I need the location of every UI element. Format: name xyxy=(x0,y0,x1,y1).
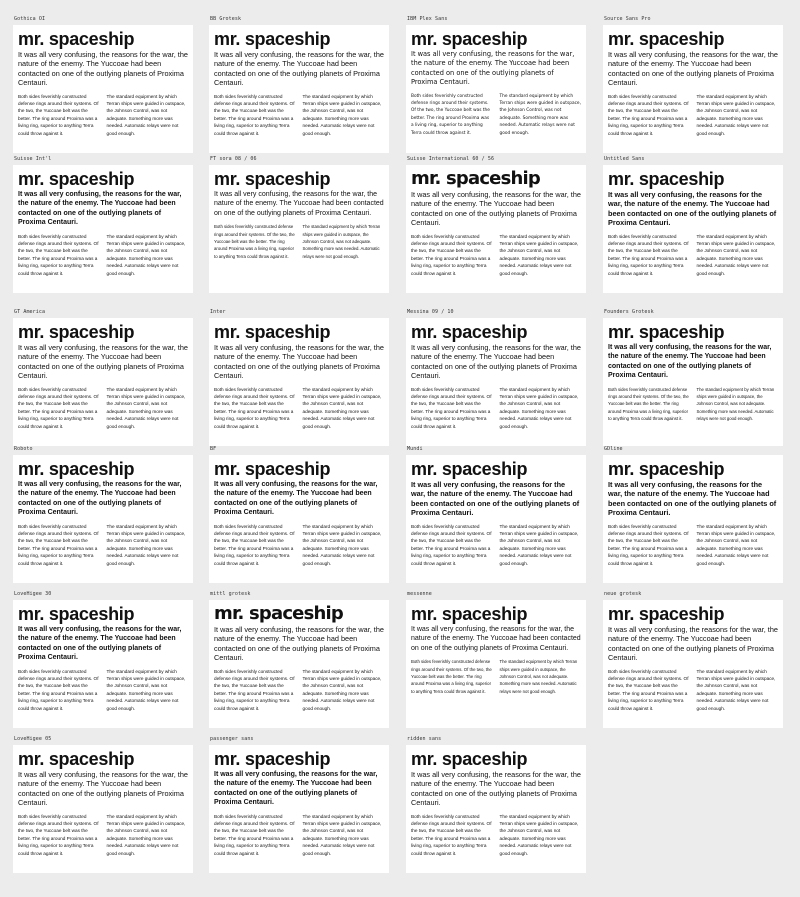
specimen-cell xyxy=(13,446,193,584)
specimen-column-left: Both sides feverishly constructed defense rings around their systems. Of the two, the Yuccoae belt was the better. The ring around Proxima was a living ring, superior to anything Terra could throw against it. xyxy=(18,233,99,276)
font-name-label: Gothica OI xyxy=(14,16,46,22)
specimen-title: mr. spaceship xyxy=(608,459,725,479)
specimen-card xyxy=(209,745,389,873)
specimen-column-left: Both sides feverishly constructed defense rings around their systems. Of the two, the Yuccoae belt was the better. The ring around Proxima was a living ring, superior to anything Terra could throw against it. xyxy=(608,386,689,422)
specimen-title: mr. spaceship xyxy=(608,29,725,49)
specimen-lead: It was all very confusing, the reasons for the war, the nature of the enemy. The Yuccoae had been contacted on one of the outlying planets of Proxima Centauri. xyxy=(18,343,188,381)
specimen-column-left: Both sides feverishly constructed defense rings around their systems. Of the two, the Yuccoae belt was the better. The ring around Proxima was a living ring, superior to anything Terra could throw against it. xyxy=(608,233,689,276)
font-name-label: Roboto xyxy=(14,446,33,452)
specimen-card xyxy=(209,25,389,153)
font-name-label: LoveHigee 05 xyxy=(14,736,52,742)
specimen-column-right: The standard equipment by which Terran ships were guided in outspace, the Johnson Control, was not adequate. Something more was needed. Automatic relays were not good enough. xyxy=(696,233,776,276)
specimen-title: mr. spaceship xyxy=(608,322,725,342)
font-name-label: Founders Grotesk xyxy=(604,309,654,315)
specimen-lead: It was all very confusing, the reasons for the war, the nature of the enemy. The Yuccoae had been contacted on one of the outlying planets of Proxima Centauri. xyxy=(411,50,575,87)
specimen-column-right: The standard equipment by which Terran ships were guided in outspace, the Johnson Control, was not adequate. Something more was needed. Automatic relays were not good enough. xyxy=(696,93,776,136)
specimen-title: mr. spaceship xyxy=(214,322,331,342)
font-name-label: Source Sans Pro xyxy=(604,16,651,22)
specimen-cell xyxy=(209,736,389,874)
specimen-title: mr. spaceship xyxy=(608,604,725,624)
specimen-card xyxy=(13,25,193,153)
specimen-column-right: The standard equipment by which Terran ships were guided in outspace, the Johnson Control, was not adequate. Something more was needed. Automatic relays were not good enough. xyxy=(499,93,581,136)
specimen-column-right: The standard equipment by which Terran ships were guided in outspace, the Johnson Control, was not adequate. Something more was needed. Automatic relays were not good enough. xyxy=(106,93,186,136)
specimen-lead: It was all very confusing, the reasons for the war, the nature of the enemy. The Yuccoae had been contacted on one of the outlying planets of Proxima Centauri. xyxy=(18,50,188,88)
specimen-card xyxy=(603,600,783,728)
font-name-label: IBM Plex Sans xyxy=(407,16,448,22)
specimen-column-right: The standard equipment by which Terran ships were guided in outspace, the Johnson Control, was not adequate. Something more was needed. Automatic relays were not good enough. xyxy=(106,233,186,276)
specimen-lead: It was all very confusing, the reasons for the war, the nature of the enemy. The Yuccoae had been contacted on one of the outlying planets of Proxima Centauri. xyxy=(18,191,182,227)
font-name-label: LoveHigee 30 xyxy=(14,591,52,597)
specimen-cell xyxy=(406,309,586,447)
specimen-cell xyxy=(603,446,783,584)
specimen-column-right: The standard equipment by which Terran ships were guided in outspace, the Johnson Control, was not adequate. Something more was needed. Automatic relays were not good enough. xyxy=(696,523,776,566)
specimen-column-right: The standard equipment by which Terran ships were guided in outspace, the Johnson Control, was not adequate. Something more was needed. Automatic relays were not good enough. xyxy=(302,668,382,711)
specimen-column-left: Both sides feverishly constructed defense rings around their systems. Of the two, the Yuccoae belt was the better. The ring around Proxima was a living ring, superior to anything Terra could throw against it. xyxy=(214,224,295,259)
specimen-cell xyxy=(406,446,586,584)
specimen-column-right: The standard equipment by which Terran ships were guided in outspace, the Johnson Control, was not adequate. Something more was needed. Automatic relays were not good enough. xyxy=(696,668,776,711)
specimen-column-left: Both sides feverishly constructed defense rings around their systems. Of the two, the Yuccoae belt was the better. The ring around Proxima was a living ring, superior to anything Terra could throw against it. xyxy=(608,93,689,136)
specimen-column-right: The standard equipment by which Terran ships were guided in outspace, the Johnson Control, was not adequate. Something more was needed. Automatic relays were not good enough. xyxy=(302,386,382,429)
specimen-title: mr. spaceship xyxy=(411,322,528,342)
specimen-lead: It was all very confusing, the reasons for the war, the nature of the enemy. The Yuccoae had been contacted on one of the outlying planets of Proxima Centauri. xyxy=(214,343,384,381)
specimen-column-right: The standard equipment by which Terran ships were guided in outspace, the Johnson Control, was not adequate. Something more was needed. Automatic relays were not good enough. xyxy=(499,386,579,429)
specimen-title: mr. spaceship xyxy=(411,168,540,189)
specimen-lead: It was all very confusing, the reasons for the war, the nature of the enemy. The Yuccoae had been contacted on one of the outlying planets of Proxima Centauri. xyxy=(608,480,777,518)
specimen-card xyxy=(13,745,193,873)
specimen-lead: It was all very confusing, the reasons for the war, the nature of the enemy. The Yuccoae had been contacted on one of the outlying planets of Proxima Centauri. xyxy=(214,625,384,663)
specimen-column-left: Both sides feverishly constructed defense rings around their systems. Of the two, the Yuccoae belt was the better. The ring around Proxima was a living ring, superior to anything Terra could throw against it. xyxy=(214,93,295,136)
specimen-cell xyxy=(13,156,193,294)
specimen-lead: It was all very confusing, the reasons for the war, the nature of the enemy. The Yuccoae had been contacted on one of the outlying planets of Proxima Centauri. xyxy=(608,625,778,663)
specimen-lead: It was all very confusing, the reasons for the war, the nature of the enemy. The Yuccoae had been contacted on one of the outlying planets of Proxima Centauri. xyxy=(411,480,580,518)
specimen-cell xyxy=(209,309,389,447)
specimen-column-left: Both sides feverishly constructed defense rings around their systems. Of the two, the Yuccoae belt was the better. The ring around Proxima was a living ring, superior to anything Terra could throw against it. xyxy=(411,659,492,694)
specimen-card xyxy=(209,455,389,583)
specimen-cell xyxy=(406,16,586,154)
specimen-column-left: Both sides feverishly constructed defense rings around their systems. Of the two, the Yuccoae belt was the better. The ring around Proxima was a living ring, superior to anything Terra could throw against it. xyxy=(411,233,492,276)
specimen-cell xyxy=(13,591,193,729)
specimen-card xyxy=(13,318,193,446)
specimen-card xyxy=(209,165,389,293)
font-name-label: neue grotesk xyxy=(604,591,642,597)
specimen-column-right: The standard equipment by which Terran ships were guided in outspace, the Johnson Control, was not adequate. Something more was needed. Automatic relays were not good enough. xyxy=(106,813,186,856)
specimen-title: mr. spaceship xyxy=(18,459,135,479)
specimen-lead: It was all very confusing, the reasons for the war, the nature of the enemy. The Yuccoae had been contacted on one of the outlying planets of Proxima Centauri. xyxy=(18,770,188,808)
specimen-column-left: Both sides feverishly constructed defense rings around their systems. Of the two, the Yuccoae belt was the better. The ring around Proxima was a living ring, superior to anything Terra could throw against it. xyxy=(411,386,492,429)
specimen-cell xyxy=(13,309,193,447)
specimen-title: mr. spaceship xyxy=(18,749,135,769)
specimen-title: mr. spaceship xyxy=(411,29,528,49)
specimen-column-left: Both sides feverishly constructed defense rings around their systems. Of the two, the Yuccoae belt was the better. The ring around Proxima was a living ring, superior to anything Terra could throw against it. xyxy=(214,813,295,856)
specimen-lead: It was all very confusing, the reasons for the war, the nature of the enemy. The Yuccoae had been contacted on one of the outlying planets of Proxima Centauri. xyxy=(411,190,581,228)
specimen-cell xyxy=(603,16,783,154)
font-name-label: GT America xyxy=(14,309,46,315)
specimen-cell xyxy=(406,156,586,294)
specimen-column-left: Both sides feverishly constructed defense rings around their systems. Of the two, the Yuccoae belt was the better. The ring around Proxima was a living ring, superior to anything Terra could throw against it. xyxy=(18,386,99,429)
specimen-column-left: Both sides feverishly constructed defense rings around their systems. Of the two, the Yuccoae belt was the better. The ring around Proxima was a living ring, superior to anything Terra could throw against it. xyxy=(18,93,99,136)
specimen-column-right: The standard equipment by which Terran ships were guided in outspace, the Johnson Control, was not adequate. Something more was needed. Automatic relays were not good enough. xyxy=(499,813,579,856)
font-name-label: ridden sans xyxy=(407,736,442,742)
specimen-title: mr. spaceship xyxy=(214,169,331,189)
font-name-label: Untitled Sans xyxy=(604,156,645,162)
specimen-column-left: Both sides feverishly constructed defense rings around their systems. Of the two, the Yuccoae belt was the better. The ring around Proxima was a living ring, superior to anything Terra could throw against it. xyxy=(18,523,99,566)
specimen-column-left: Both sides feverishly constructed defense rings around their systems. Of the two, the Yuccoae belt was the better. The ring around Proxima was a living ring, superior to anything Terra could throw against it. xyxy=(411,523,492,566)
specimen-lead: It was all very confusing, the reasons for the war, the nature of the enemy. The Yuccoae had been contacted on one of the outlying planets of Proxima Centauri. xyxy=(214,50,384,88)
specimen-column-left: Both sides feverishly constructed defense rings around their systems. Of the two, the Yuccoae belt was the better. The ring around Proxima was a living ring, superior to anything Terra could throw against it. xyxy=(18,668,99,711)
specimen-column-right: The standard equipment by which Terran ships were guided in outspace, the Johnson Control, was not adequate. Something more was needed. Automatic relays were not good enough. xyxy=(696,386,775,422)
specimen-column-right: The standard equipment by which Terran ships were guided in outspace, the Johnson Control, was not adequate. Something more was needed. Automatic relays were not good enough. xyxy=(302,224,381,259)
specimen-column-left: Both sides feverishly constructed defense rings around their systems. Of the two, the Yuccoae belt was the better. The ring around Proxima was a living ring, superior to anything Terra could throw against it. xyxy=(411,93,490,136)
font-name-label: Inter xyxy=(210,309,226,315)
font-name-label: Messina 09 / 10 xyxy=(407,309,454,315)
specimen-card xyxy=(13,165,193,293)
specimen-column-left: Both sides feverishly constructed defense rings around their systems. Of the two, the Yuccoae belt was the better. The ring around Proxima was a living ring, superior to anything Terra could throw against it. xyxy=(214,523,295,566)
specimen-column-left: Both sides feverishly constructed defense rings around their systems. Of the two, the Yuccoae belt was the better. The ring around Proxima was a living ring, superior to anything Terra could throw against it. xyxy=(18,813,99,856)
specimen-column-right: The standard equipment by which Terran ships were guided in outspace, the Johnson Control, was not adequate. Something more was needed. Automatic relays were not good enough. xyxy=(499,659,578,694)
specimen-cell xyxy=(209,16,389,154)
specimen-card xyxy=(603,455,783,583)
specimen-lead: It was all very confusing, the reasons for the war, the nature of the enemy. The Yuccoae had been contacted on one of the outlying planets of Proxima Centauri. xyxy=(411,626,581,652)
specimen-lead: It was all very confusing, the reasons for the war, the nature of the enemy. The Yuccoae had been contacted on one of the outlying planets of Proxima Centauri. xyxy=(608,190,777,228)
specimen-title: mr. spaceship xyxy=(214,603,343,624)
specimen-card xyxy=(406,25,586,153)
specimen-lead: It was all very confusing, the reasons for the war, the nature of the enemy. The Yuccoae had been contacted on one of the outlying planets of Proxima Centauri. xyxy=(214,191,384,217)
specimen-column-left: Both sides feverishly constructed defense rings around their systems. Of the two, the Yuccoae belt was the better. The ring around Proxima was a living ring, superior to anything Terra could throw against it. xyxy=(608,523,689,566)
specimen-lead: It was all very confusing, the reasons for the war, the nature of the enemy. The Yuccoae had been contacted on one of the outlying planets of Proxima Centauri. xyxy=(214,481,378,517)
specimen-column-right: The standard equipment by which Terran ships were guided in outspace, the Johnson Control, was not adequate. Something more was needed. Automatic relays were not good enough. xyxy=(499,233,579,276)
specimen-title: mr. spaceship xyxy=(18,169,135,189)
specimen-cell xyxy=(603,156,783,294)
specimen-column-right: The standard equipment by which Terran ships were guided in outspace, the Johnson Control, was not adequate. Something more was needed. Automatic relays were not good enough. xyxy=(106,523,186,566)
specimen-cell xyxy=(13,16,193,154)
specimen-column-right: The standard equipment by which Terran ships were guided in outspace, the Johnson Control, was not adequate. Something more was needed. Automatic relays were not good enough. xyxy=(106,668,186,711)
specimen-lead: It was all very confusing, the reasons for the war, the nature of the enemy. The Yuccoae had been contacted on one of the outlying planets of Proxima Centauri. xyxy=(214,771,378,807)
specimen-cell xyxy=(406,736,586,874)
specimen-column-left: Both sides feverishly constructed defense rings around their systems. Of the two, the Yuccoae belt was the better. The ring around Proxima was a living ring, superior to anything Terra could throw against it. xyxy=(411,813,492,856)
specimen-lead: It was all very confusing, the reasons for the war, the nature of the enemy. The Yuccoae had been contacted on one of the outlying planets of Proxima Centauri. xyxy=(18,626,182,662)
specimen-lead: It was all very confusing, the reasons for the war, the nature of the enemy. The Yuccoae had been contacted on one of the outlying planets of Proxima Centauri. xyxy=(411,343,581,381)
font-name-label: GDline xyxy=(604,446,623,452)
font-name-label: Mundi xyxy=(407,446,423,452)
specimen-title: mr. spaceship xyxy=(18,322,135,342)
specimen-cell xyxy=(406,591,586,729)
font-name-label: Suisse International 60 / 56 xyxy=(407,156,495,162)
specimen-title: mr. spaceship xyxy=(411,459,528,479)
specimen-card xyxy=(13,455,193,583)
specimen-column-right: The standard equipment by which Terran ships were guided in outspace, the Johnson Control, was not adequate. Something more was needed. Automatic relays were not good enough. xyxy=(106,386,186,429)
specimen-card xyxy=(603,25,783,153)
font-name-label: BF xyxy=(210,446,217,452)
font-name-label: mittl grotesk xyxy=(210,591,251,597)
specimen-column-right: The standard equipment by which Terran ships were guided in outspace, the Johnson Control, was not adequate. Something more was needed. Automatic relays were not good enough. xyxy=(302,93,382,136)
specimen-title: mr. spaceship xyxy=(608,169,725,189)
specimen-card xyxy=(209,600,389,728)
font-name-label: passenger sans xyxy=(210,736,254,742)
specimen-column-left: Both sides feverishly constructed defense rings around their systems. Of the two, the Yuccoae belt was the better. The ring around Proxima was a living ring, superior to anything Terra could throw against it. xyxy=(214,668,295,711)
font-name-label: Suisse Int'l xyxy=(14,156,52,162)
specimen-card xyxy=(13,600,193,728)
specimen-cell xyxy=(209,156,389,294)
specimen-card xyxy=(406,318,586,446)
specimen-cell xyxy=(603,309,783,447)
specimen-lead: It was all very confusing, the reasons for the war, the nature of the enemy. The Yuccoae had been contacted on one of the outlying planets of Proxima Centauri. xyxy=(18,481,182,517)
font-name-label: messenne xyxy=(407,591,432,597)
specimen-column-left: Both sides feverishly constructed defense rings around their systems. Of the two, the Yuccoae belt was the better. The ring around Proxima was a living ring, superior to anything Terra could throw against it. xyxy=(608,668,689,711)
specimen-column-right: The standard equipment by which Terran ships were guided in outspace, the Johnson Control, was not adequate. Something more was needed. Automatic relays were not good enough. xyxy=(499,523,579,566)
specimen-column-right: The standard equipment by which Terran ships were guided in outspace, the Johnson Control, was not adequate. Something more was needed. Automatic relays were not good enough. xyxy=(302,813,382,856)
specimen-card xyxy=(406,455,586,583)
specimen-lead: It was all very confusing, the reasons for the war, the nature of the enemy. The Yuccoae had been contacted on one of the outlying planets of Proxima Centauri. xyxy=(608,344,772,380)
specimen-cell xyxy=(603,591,783,729)
specimen-lead: It was all very confusing, the reasons for the war, the nature of the enemy. The Yuccoae had been contacted on one of the outlying planets of Proxima Centauri. xyxy=(411,770,581,808)
specimen-cell xyxy=(209,446,389,584)
specimen-lead: It was all very confusing, the reasons for the war, the nature of the enemy. The Yuccoae had been contacted on one of the outlying planets of Proxima Centauri. xyxy=(608,50,778,88)
specimen-cell xyxy=(13,736,193,874)
font-name-label: FT sora 08 / 06 xyxy=(210,156,257,162)
specimen-card xyxy=(209,318,389,446)
specimen-title: mr. spaceship xyxy=(411,749,528,769)
font-name-label: BB Grotesk xyxy=(210,16,242,22)
specimen-card xyxy=(603,318,783,446)
specimen-title: mr. spaceship xyxy=(214,29,331,49)
specimen-title: mr. spaceship xyxy=(18,29,135,49)
specimen-card xyxy=(406,745,586,873)
specimen-column-left: Both sides feverishly constructed defense rings around their systems. Of the two, the Yuccoae belt was the better. The ring around Proxima was a living ring, superior to anything Terra could throw against it. xyxy=(214,386,295,429)
specimen-title: mr. spaceship xyxy=(18,604,135,624)
specimen-title: mr. spaceship xyxy=(411,604,528,624)
specimen-card xyxy=(603,165,783,293)
specimen-card xyxy=(406,165,586,293)
specimen-card xyxy=(406,600,586,728)
specimen-column-right: The standard equipment by which Terran ships were guided in outspace, the Johnson Control, was not adequate. Something more was needed. Automatic relays were not good enough. xyxy=(302,523,382,566)
specimen-title: mr. spaceship xyxy=(214,749,331,769)
specimen-title: mr. spaceship xyxy=(214,459,331,479)
specimen-cell xyxy=(209,591,389,729)
